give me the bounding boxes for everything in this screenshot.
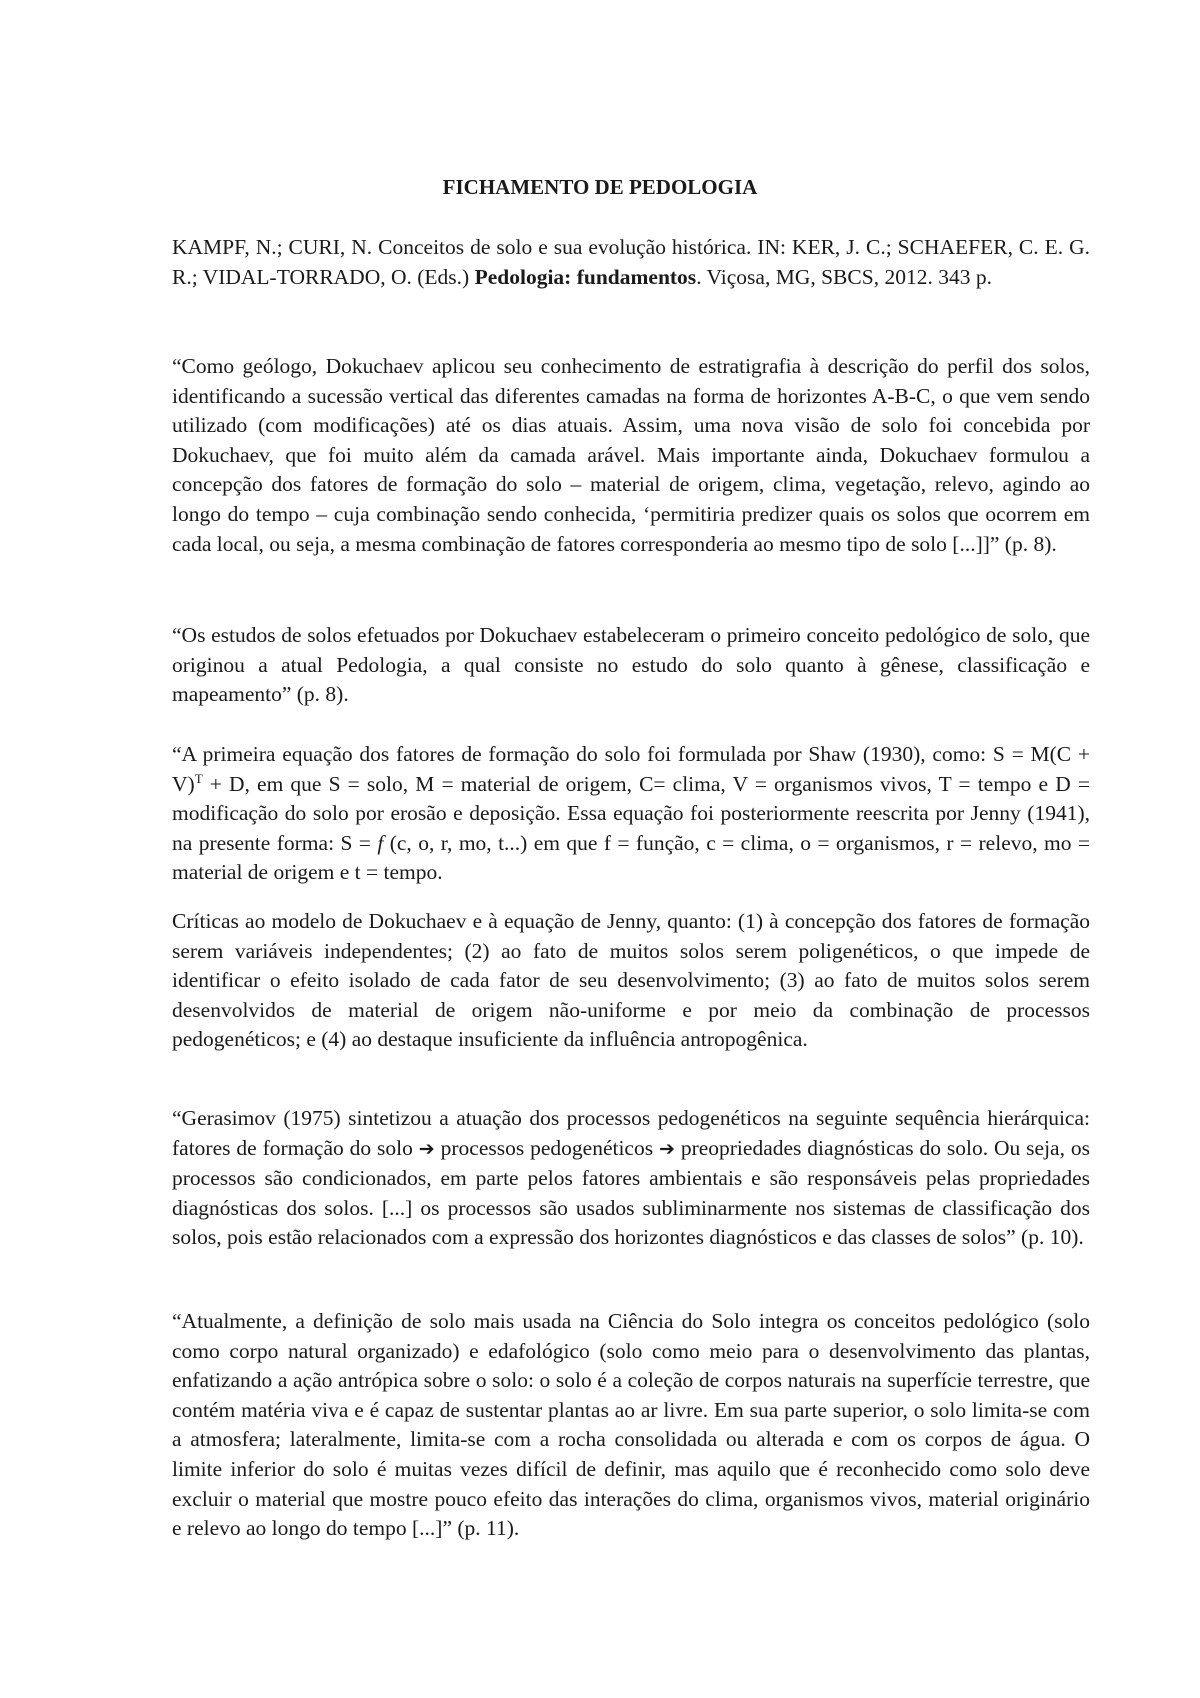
- quote-paragraph-1: “Como geólogo, Dokuchaev aplicou seu conhecimento de estratigrafia à descrição do perfil dos solos, identificando a sucessão vertical das diferentes camadas na forma de horizontes A-B-C, o que vem sendo utilizado (com modificações) até os dias atuais. Assim, uma nova visão de solo foi concebida por Dokuchaev, que foi muito além da camada arável. Mais importante ainda, Dokuchaev formulou a concepção dos fatores de formação do solo – material de origem, clima, vegetação, relevo, agindo ao longo do tempo – cuja combinação sendo conhecida, ‘permitiria predizer quais os solos que ocorrem em cada local, ou seja, a mesma combinação de fatores corresponderia ao mesmo tipo de solo [...]]” (p. 8).: [172, 354, 1090, 556]
- quote3-text-3: (c, o, r, mo, t...) em que f = função, c = clima, o = organismos, r = relevo, mo = material de origem e t = tempo.: [172, 830, 1091, 885]
- exponent-t: T: [194, 770, 203, 786]
- quote3-text-2: + D, em que S = solo, M = material de origem, C= clima, V = organismos vivos, T = tempo e D = modificação do solo por erosão e deposição. Essa equação foi posteriormente reescrita por Jenny (1941), na presente forma: S =: [172, 771, 1090, 855]
- reference-book-title: Pedologia: fundamentos: [474, 264, 697, 289]
- page-title: FICHAMENTO DE PEDOLOGIA: [442, 175, 758, 199]
- quote-paragraph-2: “Os estudos de solos efetuados por Dokuchaev estabeleceram o primeiro conceito pedológico de solo, que originou a atual Pedologia, a qual consiste no estudo do solo quanto à gênese, classificação e mapeamento” (p. 8).: [172, 623, 1090, 707]
- bibliographic-reference: [172, 233, 1090, 292]
- quote-paragraph-4: [172, 1104, 1090, 1253]
- quote-paragraph-3: [172, 740, 1090, 888]
- quote4-text-1: “Gerasimov (1975) sintetizou a atuação dos processos pedogenéticos na seguinte sequência hierárquica: fatores de formação do solo: [172, 1106, 1090, 1160]
- quote4-text-3: preopriedades diagnósticas do solo. Ou seja, os processos são condicionados, em parte pelos fatores ambientais e são responsáveis pelas propriedades diagnósticas dos solos. [...] os processos são usados subliminarmente nos sistemas de classificação dos solos, pois estão relacionados com a expressão dos horizontes diagnósticos e das classes de solos” (p. 10).: [172, 1135, 1090, 1250]
- quote-paragraph-5: “Atualmente, a definição de solo mais usada na Ciência do Solo integra os conceitos pedológico (solo como corpo natural organizado) e edafológico (solo como meio para o desenvolvimento das plantas, enfatizando a ação antrópica sobre o solo: o solo é a coleção de corpos naturais na superfície terrestre, que contém matéria viva e é capaz de sustentar plantas ao ar livre. Em sua parte superior, o solo limita-se com a atmosfera; lateralmente, limita-se com a rocha consolidada ou alterada e com os corpos de água. O limite inferior do solo é muitas vezes difícil de definir, mas aquilo que é reconhecido como solo deve excluir o material que mostre pouco efeito das interações do clima, organismos vivos, material originário e relevo ao longo do tempo [...]” (p. 11).: [172, 1309, 1090, 1541]
- critique-paragraph: Críticas ao modelo de Dokuchaev e à equação de Jenny, quanto: (1) à concepção dos fatores de formação serem variáveis independentes; (2) ao fato de muitos solos serem poligenéticos, o que impede de identificar o efeito isolado de cada fator de seu desenvolvimento; (3) ao fato de muitos solos serem desenvolvidos de material de origem não-uniforme e por meio da combinação de processos pedogenéticos; e (4) ao destaque insuficiente da influência antropogênica.: [172, 909, 1090, 1052]
- arrow-right-icon: ➔: [418, 1137, 435, 1160]
- arrow-right-icon: ➔: [659, 1137, 675, 1160]
- reference-authors-and-source: KAMPF, N.; CURI, N. Conceitos de solo e sua evolução histórica. IN: KER, J. C.; SCHAEFER, C. E. G. R.; VIDAL-TORRADO, O. (Eds.): [172, 235, 1090, 289]
- quote4-text-2: processos pedogenéticos: [434, 1135, 659, 1160]
- function-symbol: f: [377, 830, 384, 855]
- reference-publication-info: . Viçosa, MG, SBCS, 2012. 343 p.: [696, 264, 992, 289]
- quote3-text-1: “A primeira equação dos fatores de formação do solo foi formulada por Shaw (1930), como: S = M(C + V): [172, 742, 1090, 796]
